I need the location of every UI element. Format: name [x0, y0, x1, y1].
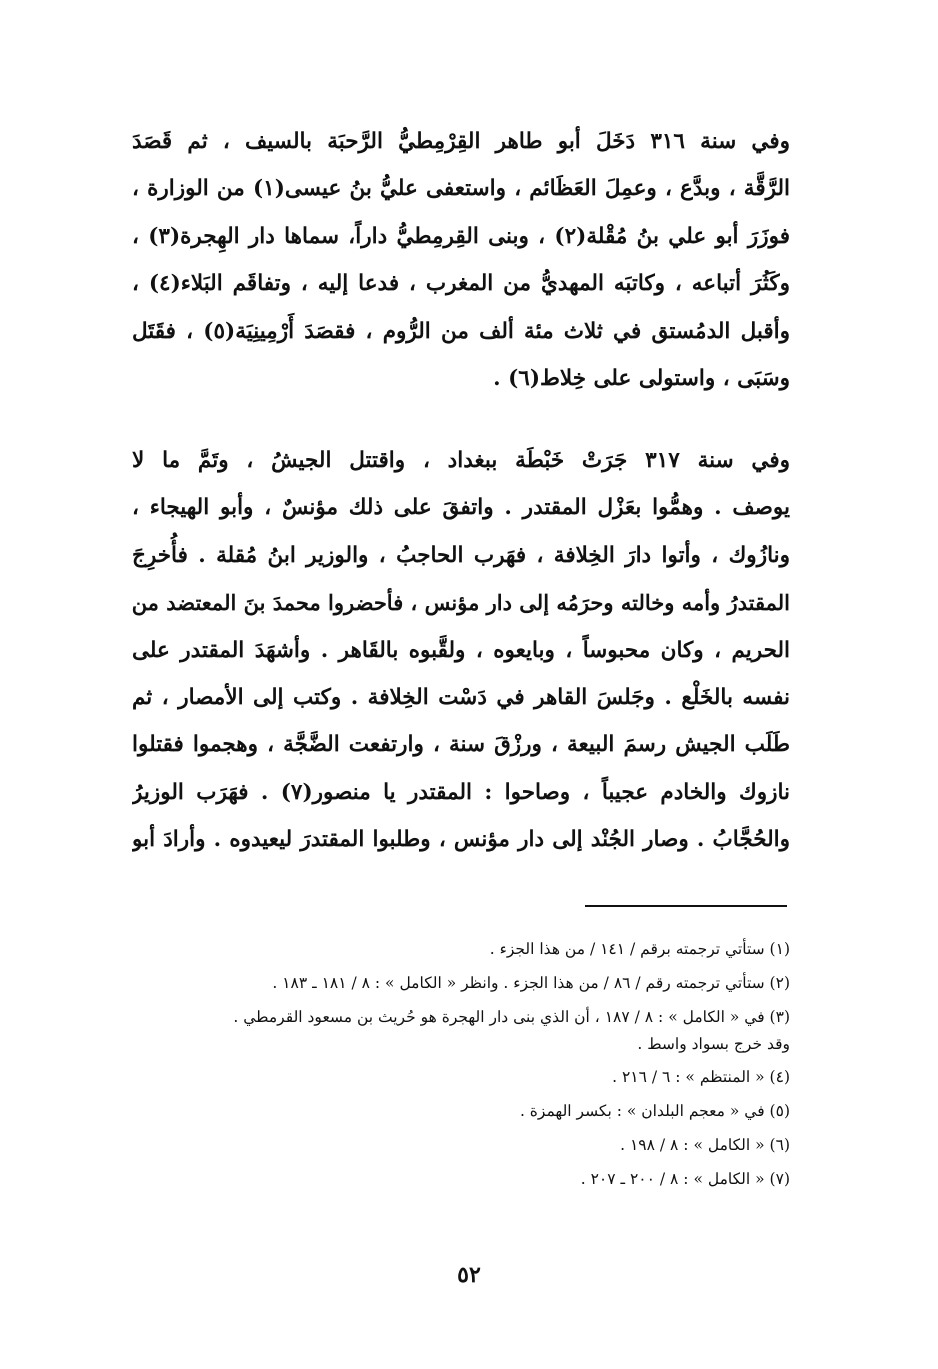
text-line: نازوك والخادم عجيباً ، وصاحوا : المقتدر يا منصور(٧) . فهَرَب الوزيرُ [132, 779, 790, 805]
footnote-1: (١) ستأتي ترجمته برقم / ١٤١ / من هذا الجزء . [489, 940, 790, 958]
text-line: الرَّقَّة ، وبدَّع ، وعمِلَ العَظَائم ، واستعفى عليُّ بنُ عيسى(١) من الوزارة ، [132, 176, 790, 202]
text-line: وفي سنة ٣١٦ دَخَلَ أبو طاهر القِرْمِطيُّ الرَّحبَة بالسيف ، ثم قَصَدَ [132, 129, 790, 154]
text-line: يوصف . وهمُّوا بعَزْل المقتدر . واتفقَ على ذلك مؤنسٌ ، وأبو الهيجاء ، [132, 495, 790, 521]
text-line: نفسه بالخَلْع . وجَلسَ القاهر في دَسْت الخِلافة . وكتب إلى الأمصار ، ثم [132, 684, 790, 710]
text-line: طَلَب الجيش رسمَ البيعة ، ورزْقَ سنة ، وارتفعت الضَّجَّة ، وهجموا فقتلوا [132, 732, 790, 758]
footnote-3-continuation: وقد خرج بسواد واسط . [637, 1035, 790, 1053]
page-number: ٥٢ [457, 1262, 481, 1288]
text-line: وفي سنة ٣١٧ جَرَتْ خَبْطَة ببغداد ، واقتتل الجيشُ ، وتَمَّ ما لا [132, 448, 790, 473]
text-line: فوزَرَ أبو علي بنُ مُقْلة(٢) ، وبنى القِرمِطيُّ داراً، سماها دار الهِجرة(٣) ، [132, 223, 790, 249]
text-line: المقتدرُ وأمه وخالته وحرَمُه إلى دار مؤنس ، فأحضروا محمدَ بنَ المعتضد من [132, 590, 790, 616]
text-line: وكَثُرَ أتباعه ، وكاتبَه المهديُّ من المغرب ، فدعا إليه ، وتفاقَم البَلاء(٤) ، [132, 271, 790, 297]
text-line: وسَبَى ، واستولى على خِلاط(٦) . [493, 365, 790, 391]
text-line: والحُجَّابُ . وصار الجُنْد إلى دار مؤنس ، وطلبوا المقتدرَ ليعيدوه . وأرادَ أبو [132, 827, 790, 853]
footnote-3: (٣) في « الكامل » : ٨ / ١٨٧ ، أن الذي بنى دار الهجرة هو حُريث بن مسعود القرمطي . [233, 1008, 790, 1026]
footnote-2: (٢) ستأتي ترجمته رقم / ٨٦ / من هذا الجزء . وانظر « الكامل » : ٨ / ١٨١ ـ ١٨٣ . [272, 974, 790, 992]
footnote-5: (٥) في « معجم البلدان » : بكسر الهمزة . [519, 1102, 790, 1120]
paragraph-year-317 [132, 437, 790, 864]
footnote-4: (٤) « المنتظم » : ٦ / ٢١٦ . [612, 1068, 790, 1086]
text-line: وأقبل الدمُستق في ثلاث مئة ألف من الرُّوم ، فقصَدَ أَرْمِينِيَة(٥) ، فقَتَل [132, 318, 790, 344]
footnote-separator [585, 905, 787, 907]
paragraph-year-316 [132, 118, 790, 402]
footnote-7: (٧) « الكامل » : ٨ / ٢٠٠ ـ ٢٠٧ . [580, 1170, 790, 1188]
text-line: ونازُوك ، وأتوا دارَ الخِلافة ، فهَرب الحاجبُ ، والوزير ابنُ مُقلة . فأُخرِجَ [132, 542, 790, 568]
footnote-6: (٦) « الكامل » : ٨ / ١٩٨ . [620, 1136, 790, 1154]
text-line: الحريم ، وكان محبوساً ، وبايعوه ، ولقَّبوه بالقَاهر . وأشهَدَ المقتدر على [132, 637, 790, 663]
footnotes [132, 932, 790, 1196]
